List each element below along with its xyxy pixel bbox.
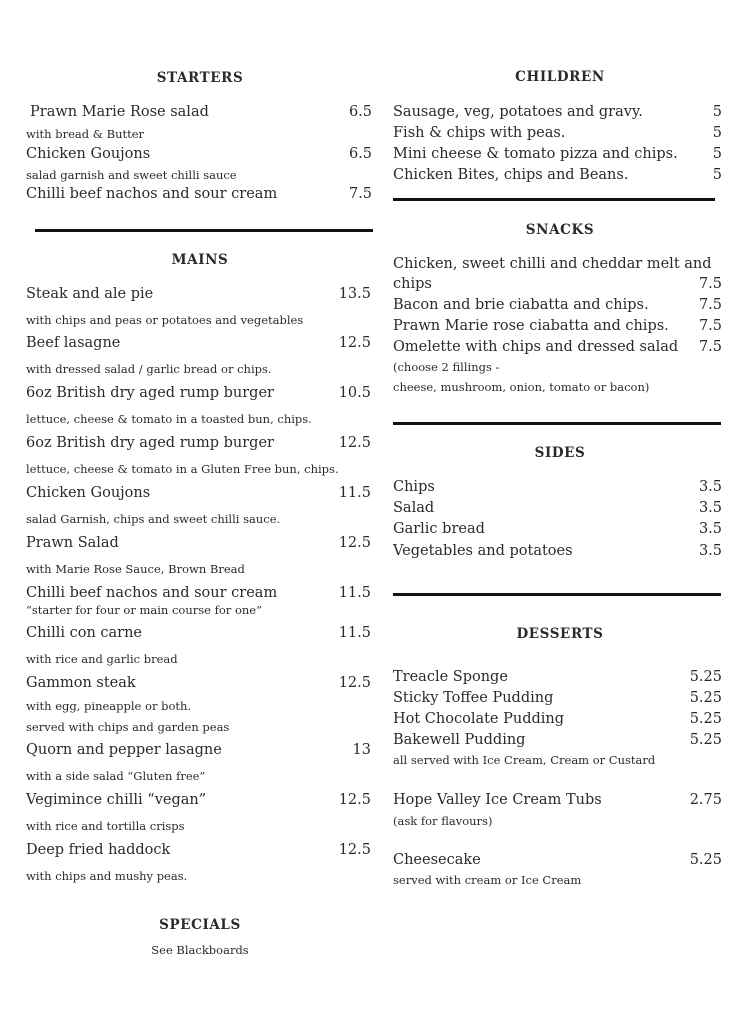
snacks-heading: SNACKS [525, 222, 595, 238]
dessert-bakewell-price: 5.25 [689, 732, 722, 748]
snack-omelette: Omelette with chips and dressed salad [393, 339, 679, 355]
dessert-tubs-note: (ask for flavours) [393, 814, 493, 828]
dessert-cheesecake-price: 5.25 [689, 852, 722, 868]
snack-bacon-brie: Bacon and brie ciabatta and chips. [393, 297, 649, 313]
main-goujons-price: 11.5 [338, 485, 371, 501]
specials-note: See Blackboards [151, 943, 249, 957]
dessert-sticky-toffee: Sticky Toffee Pudding [393, 690, 554, 706]
starter-chilli-nachos: Chilli beef nachos and sour cream [26, 186, 278, 202]
side-chips-price: 3.5 [698, 479, 722, 495]
main-lasagne-price: 12.5 [338, 335, 371, 351]
side-salad: Salad [393, 500, 435, 516]
main-prawn-salad-note: with Marie Rose Sauce, Brown Bread [26, 562, 245, 576]
snack-prawn-price: 7.5 [698, 318, 722, 334]
main-haddock-price: 12.5 [338, 842, 371, 858]
main-goujons-note: salad Garnish, chips and sweet chilli sauce. [26, 512, 281, 526]
main-nachos-note: “starter for four or main course for one” [26, 603, 262, 617]
dessert-treacle-sponge: Treacle Sponge [393, 669, 508, 685]
main-gammon-steak: Gammon steak [26, 675, 136, 691]
main-beef-lasagne: Beef lasagne [26, 335, 121, 351]
dessert-tubs-price: 2.75 [689, 792, 722, 808]
main-chilli-note: with rice and garlic bread [26, 652, 178, 666]
main-vegimince-price: 12.5 [338, 792, 371, 808]
main-chilli-price: 11.5 [338, 625, 371, 641]
main-burger-gf-note: lettuce, cheese & tomato in a Gluten Free bun, chips. [26, 462, 339, 476]
snack-chicken-melt: Chicken, sweet chilli and cheddar melt and [393, 256, 712, 272]
dessert-toffee-price: 5.25 [689, 690, 722, 706]
main-rump-burger: 6oz British dry aged rump burger [26, 385, 274, 401]
main-deep-fried-haddock: Deep fried haddock [26, 842, 171, 858]
dessert-cheesecake-note: served with cream or Ice Cream [393, 873, 582, 887]
main-gammon-price: 12.5 [338, 675, 371, 691]
dessert-chocolate-price: 5.25 [689, 711, 722, 727]
mains-heading: MAINS [171, 252, 229, 268]
children-sausage: Sausage, veg, potatoes and gravy. [393, 104, 643, 120]
divider [393, 198, 715, 201]
children-fish-price: 5 [712, 125, 722, 141]
starter-nachos-price: 7.5 [348, 186, 372, 202]
children-pizza-price: 5 [712, 146, 722, 162]
dessert-hot-chocolate: Hot Chocolate Pudding [393, 711, 565, 727]
divider [393, 422, 721, 425]
snack-omelette-note: (choose 2 fillings - [393, 360, 500, 374]
sides-heading: SIDES [534, 445, 586, 461]
main-lasagne-note: with dressed salad / garlic bread or chips. [26, 362, 272, 376]
main-haddock-note: with chips and mushy peas. [26, 869, 188, 883]
main-gammon-note: with egg, pineapple or both. [26, 699, 192, 713]
main-quorn-lasagne: Quorn and pepper lasagne [26, 742, 222, 758]
main-steak-price: 13.5 [338, 286, 371, 302]
dessert-bakewell: Bakewell Pudding [393, 732, 526, 748]
main-chilli-nachos: Chilli beef nachos and sour cream [26, 585, 278, 601]
snack-omelette-price: 7.5 [698, 339, 722, 355]
children-heading: CHILDREN [515, 69, 605, 85]
starters-heading: STARTERS [156, 70, 244, 86]
main-burger-note: lettuce, cheese & tomato in a toasted bun, chips. [26, 412, 312, 426]
main-burger-gf-price: 12.5 [338, 435, 371, 451]
main-rump-burger-gf: 6oz British dry aged rump burger [26, 435, 274, 451]
main-nachos-price: 11.5 [338, 585, 371, 601]
side-garlic-price: 3.5 [698, 521, 722, 537]
main-steak-ale-pie: Steak and ale pie [26, 286, 154, 302]
starter-goujons-price: 6.5 [348, 146, 372, 162]
children-sausage-price: 5 [712, 104, 722, 120]
desserts-heading: DESSERTS [516, 626, 604, 642]
starter-prawn-price: 6.5 [348, 104, 372, 120]
main-gammon-note-2: served with chips and garden peas [26, 720, 230, 734]
snack-omelette-note-2: cheese, mushroom, onion, tomato or bacon) [393, 380, 650, 394]
snack-chicken-melt-line-2: chips [393, 276, 432, 292]
main-chicken-goujons: Chicken Goujons [26, 485, 151, 501]
divider [35, 229, 373, 232]
starter-goujons-note: salad garnish and sweet chilli sauce [26, 168, 237, 182]
dessert-treacle-price: 5.25 [689, 669, 722, 685]
children-fish-chips: Fish & chips with peas. [393, 125, 566, 141]
dessert-cheesecake: Cheesecake [393, 852, 481, 868]
snack-prawn-ciabatta: Prawn Marie rose ciabatta and chips. [393, 318, 669, 334]
children-chicken-bites: Chicken Bites, chips and Beans. [393, 167, 629, 183]
starter-prawn-marie-rose: Prawn Marie Rose salad [30, 104, 209, 120]
main-chilli-con-carne: Chilli con carne [26, 625, 143, 641]
main-prawn-salad-price: 12.5 [338, 535, 371, 551]
specials-heading: SPECIALS [159, 917, 241, 933]
dessert-served-note: all served with Ice Cream, Cream or Custard [393, 753, 656, 767]
side-vegetables: Vegetables and potatoes [393, 543, 573, 559]
children-bites-price: 5 [712, 167, 722, 183]
main-prawn-salad: Prawn Salad [26, 535, 119, 551]
side-veg-price: 3.5 [698, 543, 722, 559]
divider [393, 593, 721, 596]
snack-bacon-price: 7.5 [698, 297, 722, 313]
main-vegimince-note: with rice and tortilla crisps [26, 819, 185, 833]
main-vegimince-chilli: Vegimince chilli “vegan” [26, 792, 207, 808]
side-garlic-bread: Garlic bread [393, 521, 485, 537]
dessert-ice-cream-tubs: Hope Valley Ice Cream Tubs [393, 792, 602, 808]
side-salad-price: 3.5 [698, 500, 722, 516]
snack-melt-price: 7.5 [698, 276, 722, 292]
main-quorn-price: 13 [352, 742, 371, 758]
starter-chicken-goujons: Chicken Goujons [26, 146, 151, 162]
starter-prawn-note: with bread & Butter [26, 127, 145, 141]
main-burger-price: 10.5 [338, 385, 371, 401]
main-quorn-note: with a side salad “Gluten free” [26, 769, 206, 783]
main-steak-note: with chips and peas or potatoes and vegetables [26, 313, 304, 327]
children-pizza: Mini cheese & tomato pizza and chips. [393, 146, 678, 162]
side-chips: Chips [393, 479, 435, 495]
